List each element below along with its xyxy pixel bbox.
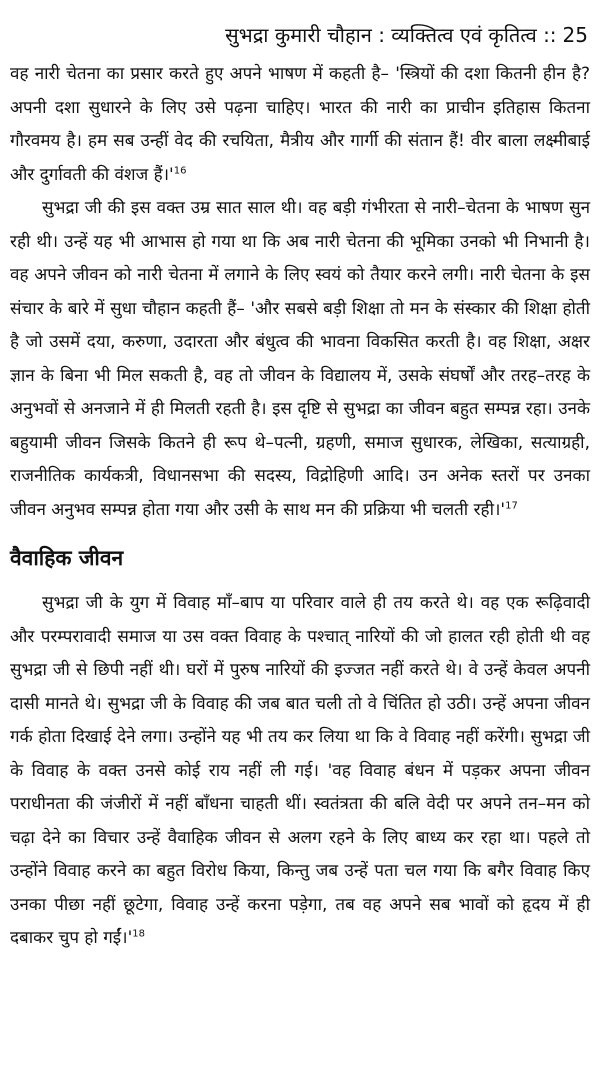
paragraph-text: सुभद्रा जी के युग में विवाह माँ–बाप या परिवार वाले ही तय करते थे। वह एक रूढ़िवादी और परम्परावादी समाज या उस वक्त विवाह के पश्चात् नारियों की जो हालत रही होती थी वह सुभद्रा जी से छिपी नहीं थी। घरों में पुरुष नारियों की इज्जत नहीं करते थे। वे उन्हें केवल अपनी दासी मानते थे। सुभद्रा जी के विवाह की जब बात चली तो वे चिंतित हो उठी। उन्हें अपना जीवन गर्क होता दिखाई देने लगा। उन्होंने यह भी तय कर लिया था कि वे विवाह नहीं करेंगी। सुभद्रा जी के विवाह के वक्त उनसे कोई राय नहीं ली गई। 'वह विवाह बंधन में पड़कर अपना जीवन पराधीनता की जंजीरों में नहीं बाँधना चाहती थीं। स्वतंत्रता की बलि वेदी पर अपने तन–मन को चढ़ा देने का विचार उन्हें वैवाहिक जीवन से अलग रहने के लिए बाध्य कर रहा था। पहले तो उन्होंने विवाह करने का बहुत विरोध किया, किन्तु जब उन्हें पता चल गया कि बगैर विवाह किए उनका पीछा नहीं छूटेगा, विवाह उन्हें करना पड़ेगा, तब वह अपने सब भावों को हृदय में ही दबाकर चुप हो गईं।'	[10, 593, 590, 948]
footnote-marker: 16	[173, 164, 187, 176]
paragraph-2	[10, 192, 590, 527]
paragraph-3	[10, 587, 590, 956]
section-heading: वैवाहिक जीवन	[10, 546, 124, 570]
running-title: सुभद्रा कुमारी चौहान : व्यक्तित्व एवं कृतित्व ::	[225, 23, 557, 47]
paragraph-text: सुभद्रा जी की इस वक्त उम्र सात साल थी। वह बड़ी गंभीरता से नारी–चेतना के भाषण सुन रही थी। उन्हें यह भी आभास हो गया था कि अब नारी चेतना की भूमिका उनको भी निभानी है। वह अपने जीवन को नारी चेतना में लगाने के लिए स्वयं को तैयार करने लगी। नारी चेतना के इस संचार के बारे में सुधा चौहान कहती हैं– 'और सबसे बड़ी शिक्षा तो मन के संस्कार की शिक्षा होती है जो उसमें दया, करुणा, उदारता और बंधुत्व की भावना विकसित करती है। वह शिक्षा, अक्षर ज्ञान के बिना भी मिल सकती है, वह तो जीवन के विद्यालय में, उसके संघर्षों और तरह–तरह के अनुभवों से अनजाने में ही मिलती रहती है। इस दृष्टि से सुभद्रा का जीवन बहुत सम्पन्न रहा। उनके बहुयामी जीवन जिसके कितने ही रूप थे–पत्नी, ग्रहणी, समाज सुधारक, लेखिका, सत्याग्रही, राजनीतिक कार्यकत्री, विधानसभा की सदस्य, विद्रोहिणी आदि। उन अनेक स्तरों पर उनका जीवन अनुभव सम्पन्न होता गया और उसी के साथ मन की प्रक्रिया भी चलती रही।'	[10, 198, 590, 520]
footnote-marker: 18	[132, 928, 146, 940]
footnote-marker: 17	[505, 499, 518, 511]
paragraph-1	[10, 58, 590, 192]
page-number: 25	[562, 23, 588, 47]
paragraph-text: वह नारी चेतना का प्रसार करते हुए अपने भाषण में कहती है– 'स्त्रियों की दशा कितनी हीन है? अपनी दशा सुधारने के लिए उसे पढ़ना चाहिए। भारत की नारी का प्राचीन इतिहास कितना गौरवमय है। हम सब उन्हीं वेद की रचयिता, मैत्रीय और गार्गी की संतान हैं! वीर बाला लक्ष्मीबाई और दुर्गावती की वंशज हैं।'	[10, 64, 590, 185]
running-header	[10, 0, 590, 48]
